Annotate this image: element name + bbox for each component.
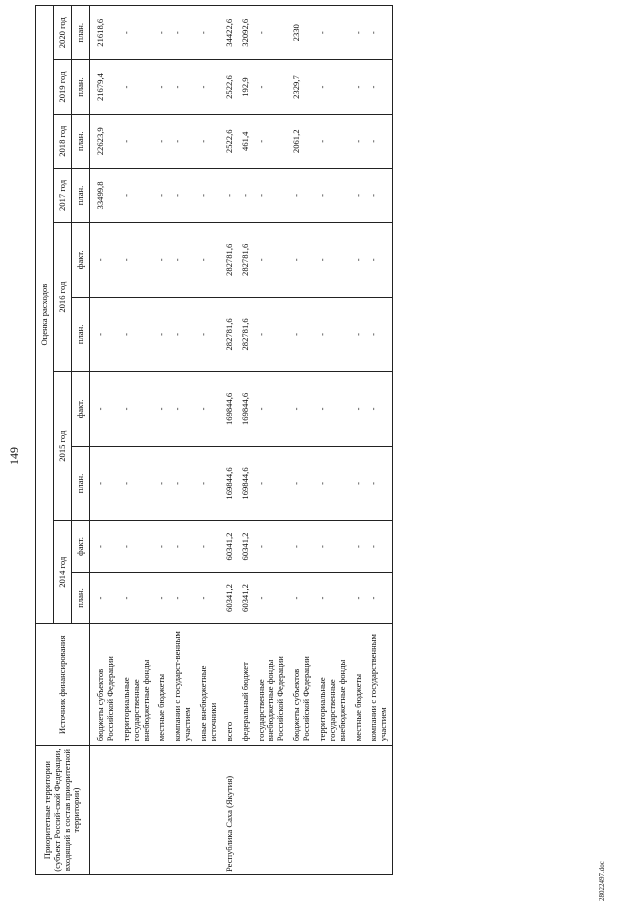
value-cell: - <box>154 168 170 222</box>
value-cell: - <box>315 446 351 521</box>
header-source: Источник финансирования <box>36 624 90 746</box>
value-cell: - <box>196 168 222 222</box>
table-row <box>238 6 254 875</box>
value-cell: - <box>196 572 222 624</box>
value-cell: 192,9 <box>238 60 254 114</box>
header-year-2019: 2019 год <box>54 60 72 114</box>
value-cell: - <box>315 114 351 168</box>
header-estimate: Оценка расходов <box>36 6 54 624</box>
header-plan: план. <box>72 114 90 168</box>
value-cell: - <box>170 521 196 573</box>
territory-cell <box>351 746 367 875</box>
territory-cell <box>366 746 392 875</box>
header-year-2018: 2018 год <box>54 114 72 168</box>
table-row <box>196 6 222 875</box>
territory-cell <box>238 746 254 875</box>
header-plan: план. <box>72 572 90 624</box>
value-cell: - <box>154 114 170 168</box>
territory-cell <box>289 746 315 875</box>
source-cell: территориальные государственные внебюджетные фонды <box>315 624 351 746</box>
value-cell: 2329,7 <box>289 60 315 114</box>
value-cell: - <box>196 6 222 60</box>
value-cell: - <box>366 521 392 573</box>
value-cell: - <box>119 372 155 447</box>
header-fact: факт. <box>72 223 90 298</box>
value-cell: - <box>254 372 290 447</box>
value-cell: - <box>315 297 351 372</box>
value-cell: - <box>254 6 290 60</box>
header-plan: план. <box>72 6 90 60</box>
value-cell: - <box>196 114 222 168</box>
header-plan: план. <box>72 60 90 114</box>
table-row <box>254 6 290 875</box>
value-cell: - <box>366 168 392 222</box>
value-cell: - <box>170 372 196 447</box>
value-cell: - <box>90 223 119 298</box>
source-cell: территориальные государственные внебюджетные фонды <box>119 624 155 746</box>
value-cell: - <box>351 60 367 114</box>
source-cell: бюджеты субъектов Российской Федерации <box>90 624 119 746</box>
value-cell: 2522,6 <box>222 60 238 114</box>
value-cell: - <box>119 572 155 624</box>
table-row <box>222 6 238 875</box>
value-cell: - <box>351 297 367 372</box>
value-cell: 2330 <box>289 6 315 60</box>
table-row <box>170 6 196 875</box>
value-cell: - <box>366 572 392 624</box>
table-row <box>351 6 367 875</box>
value-cell: - <box>196 446 222 521</box>
source-cell: местные бюджеты <box>154 624 170 746</box>
source-cell: федеральный бюджет <box>238 624 254 746</box>
value-cell: 60341,2 <box>222 572 238 624</box>
source-cell: иные внебюджетные источники <box>196 624 222 746</box>
value-cell: - <box>366 297 392 372</box>
territory-cell <box>254 746 290 875</box>
value-cell: - <box>196 223 222 298</box>
value-cell: - <box>154 297 170 372</box>
value-cell: 2522,6 <box>222 114 238 168</box>
value-cell: - <box>289 297 315 372</box>
value-cell: - <box>351 521 367 573</box>
value-cell: - <box>154 572 170 624</box>
header-plan: план. <box>72 446 90 521</box>
header-fact: факт. <box>72 521 90 573</box>
value-cell: - <box>170 572 196 624</box>
value-cell: 34422,6 <box>222 6 238 60</box>
value-cell: - <box>90 446 119 521</box>
value-cell: - <box>154 60 170 114</box>
value-cell: - <box>170 60 196 114</box>
value-cell: - <box>119 6 155 60</box>
value-cell: - <box>351 446 367 521</box>
header-fact: факт. <box>72 372 90 447</box>
value-cell: 282781,6 <box>222 297 238 372</box>
value-cell: 169844,6 <box>238 372 254 447</box>
header-territory: Приоритетные территории (субъект Россий-ской Федерации, входящий в состав приоритетной территории) <box>36 746 90 875</box>
value-cell: 60341,2 <box>222 521 238 573</box>
table-row <box>119 6 155 875</box>
value-cell: 169844,6 <box>222 372 238 447</box>
value-cell: - <box>254 297 290 372</box>
value-cell: - <box>170 168 196 222</box>
value-cell: - <box>351 6 367 60</box>
header-year-2015: 2015 год <box>54 372 72 521</box>
value-cell: - <box>196 372 222 447</box>
value-cell: 60341,2 <box>238 572 254 624</box>
value-cell: - <box>170 297 196 372</box>
value-cell: - <box>366 6 392 60</box>
value-cell: - <box>366 114 392 168</box>
territory-cell <box>196 746 222 875</box>
value-cell: - <box>289 223 315 298</box>
source-cell: государственные внебюджетные фонды Российской Федерации <box>254 624 290 746</box>
header-plan: план. <box>72 297 90 372</box>
header-plan: план. <box>72 168 90 222</box>
value-cell: 282781,6 <box>238 297 254 372</box>
value-cell: - <box>238 168 254 222</box>
value-cell: - <box>90 572 119 624</box>
source-cell: местные бюджеты <box>351 624 367 746</box>
territory-cell: Республика Саха (Якутия) <box>222 746 238 875</box>
value-cell: - <box>154 372 170 447</box>
value-cell: - <box>315 223 351 298</box>
value-cell: - <box>196 60 222 114</box>
value-cell: - <box>254 168 290 222</box>
value-cell: - <box>315 572 351 624</box>
value-cell: - <box>154 223 170 298</box>
value-cell: - <box>289 372 315 447</box>
value-cell: - <box>119 223 155 298</box>
value-cell: - <box>90 297 119 372</box>
header-year-2014: 2014 год <box>54 521 72 624</box>
value-cell: - <box>119 168 155 222</box>
value-cell: - <box>154 521 170 573</box>
value-cell: - <box>254 223 290 298</box>
source-cell: компании с государст-венным участием <box>170 624 196 746</box>
value-cell: - <box>119 297 155 372</box>
value-cell: - <box>119 521 155 573</box>
table-row <box>366 6 392 875</box>
value-cell: - <box>254 446 290 521</box>
header-year-2016: 2016 год <box>54 223 72 372</box>
value-cell: - <box>366 372 392 447</box>
table-row <box>90 6 119 875</box>
value-cell: 2061,2 <box>289 114 315 168</box>
territory-cell <box>90 746 119 875</box>
source-cell: всего <box>222 624 238 746</box>
value-cell: - <box>289 446 315 521</box>
value-cell: - <box>289 168 315 222</box>
value-cell: 461,4 <box>238 114 254 168</box>
value-cell: - <box>366 60 392 114</box>
value-cell: 32092,6 <box>238 6 254 60</box>
value-cell: - <box>351 572 367 624</box>
value-cell: 282781,6 <box>238 223 254 298</box>
value-cell: - <box>366 446 392 521</box>
value-cell: - <box>119 446 155 521</box>
value-cell: 21618,6 <box>90 6 119 60</box>
value-cell: - <box>315 372 351 447</box>
value-cell: - <box>90 521 119 573</box>
value-cell: - <box>119 114 155 168</box>
source-cell: бюджеты субъектов Российской Федерации <box>289 624 315 746</box>
document-id: 28022497.doc <box>598 861 606 901</box>
value-cell: - <box>351 223 367 298</box>
territory-cell <box>170 746 196 875</box>
value-cell: 169844,6 <box>222 446 238 521</box>
value-cell: - <box>254 60 290 114</box>
value-cell: - <box>315 168 351 222</box>
value-cell: 282781,6 <box>222 223 238 298</box>
header-year-2020: 2020 год <box>54 6 72 60</box>
source-cell: компании с государственным участием <box>366 624 392 746</box>
value-cell: - <box>315 6 351 60</box>
value-cell: - <box>196 297 222 372</box>
value-cell: - <box>254 572 290 624</box>
value-cell: - <box>154 446 170 521</box>
territory-cell <box>119 746 155 875</box>
value-cell: - <box>351 168 367 222</box>
value-cell: - <box>289 572 315 624</box>
territory-cell <box>154 746 170 875</box>
value-cell: - <box>289 521 315 573</box>
table-row <box>154 6 170 875</box>
table-row <box>289 6 315 875</box>
value-cell: - <box>351 372 367 447</box>
value-cell: - <box>254 114 290 168</box>
value-cell: - <box>170 223 196 298</box>
value-cell: - <box>222 168 238 222</box>
value-cell: 169844,6 <box>238 446 254 521</box>
value-cell: - <box>170 6 196 60</box>
value-cell: 22623,9 <box>90 114 119 168</box>
value-cell: - <box>196 521 222 573</box>
value-cell: 33499,8 <box>90 168 119 222</box>
table-row <box>315 6 351 875</box>
financing-table <box>35 5 393 875</box>
header-year-2017: 2017 год <box>54 168 72 222</box>
value-cell: - <box>366 223 392 298</box>
value-cell: - <box>254 521 290 573</box>
value-cell: - <box>170 446 196 521</box>
value-cell: 21679,4 <box>90 60 119 114</box>
value-cell: 60341,2 <box>238 521 254 573</box>
territory-cell <box>315 746 351 875</box>
value-cell: - <box>119 60 155 114</box>
value-cell: - <box>154 6 170 60</box>
page-number: 149 <box>7 447 21 465</box>
value-cell: - <box>90 372 119 447</box>
value-cell: - <box>351 114 367 168</box>
value-cell: - <box>170 114 196 168</box>
value-cell: - <box>315 521 351 573</box>
value-cell: - <box>315 60 351 114</box>
